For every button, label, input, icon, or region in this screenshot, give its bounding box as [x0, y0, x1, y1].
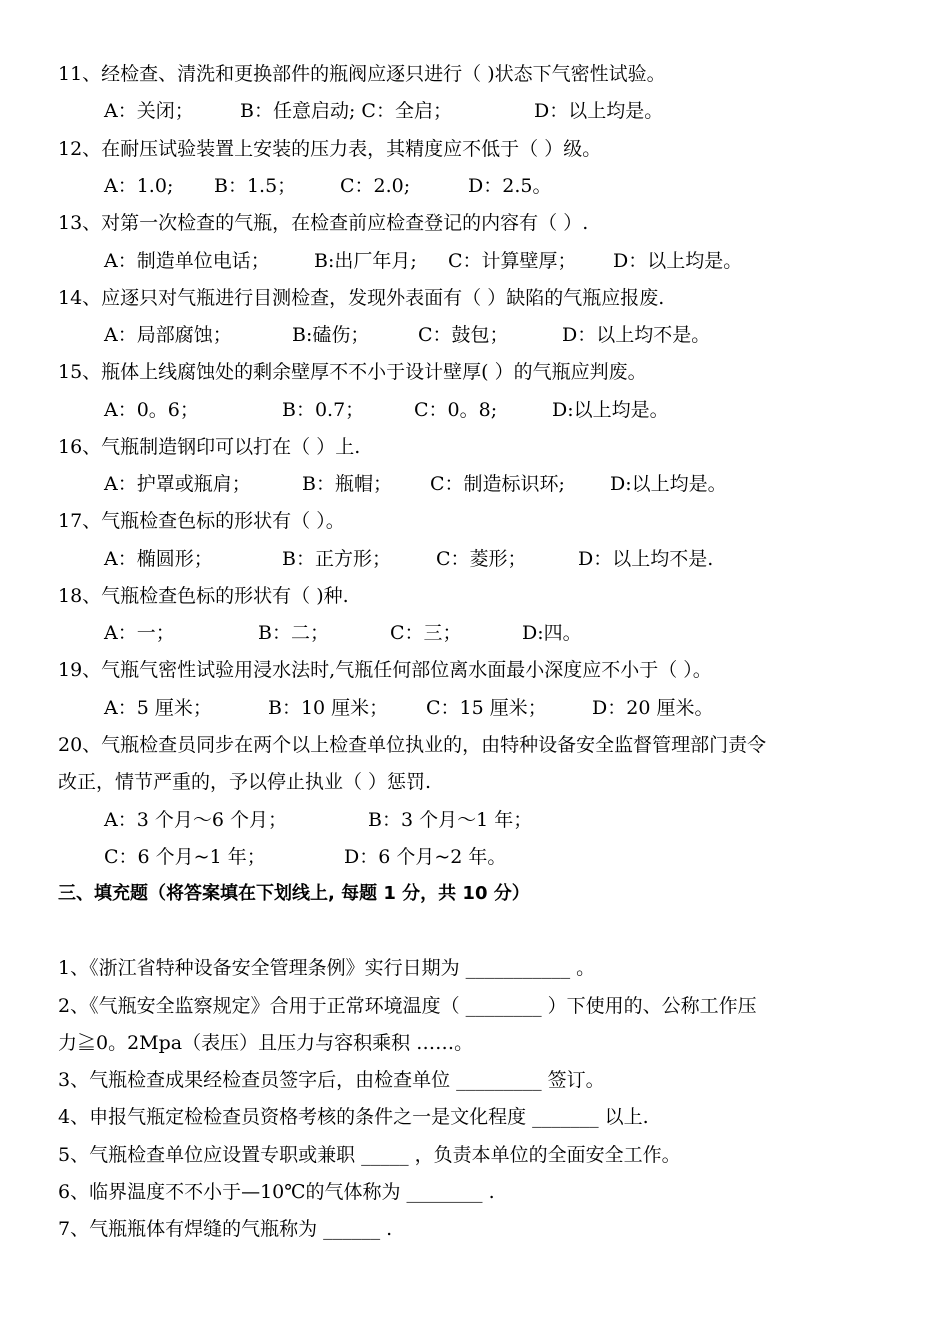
- option-a: A：关闭；: [104, 100, 194, 122]
- fill-question-7: 7、气瓶瓶体有焊缝的气瓶称为 ______ .: [58, 1218, 393, 1240]
- option-d: D：以上均是。: [613, 250, 743, 272]
- question-11: 11、经检查、清洗和更换部件的瓶阀应逐只进行（ )状态下气密性试验。: [58, 63, 666, 85]
- option-a: A：椭圆形；: [104, 548, 213, 570]
- fill-question-2-line-1: 2、《气瓶安全监察规定》合用于正常环境温度（ ________ ）下使用的、公称工作压: [58, 995, 757, 1017]
- option-c: C：菱形；: [436, 548, 527, 570]
- option-d: D：6 个月~2 年。: [344, 846, 507, 868]
- question-14: 14、应逐只对气瓶进行目测检查，发现外表面有（ ）缺陷的气瓶应报废.: [58, 287, 665, 309]
- question-20-line-1: 20、气瓶检查员同步在两个以上检查单位执业的，由特种设备安全监督管理部门责令: [58, 734, 767, 756]
- option-c: C：6 个月~1 年；: [104, 846, 266, 868]
- option-a: A：一；: [104, 622, 175, 644]
- option-c: C：2.0;: [340, 175, 411, 197]
- option-c: C：制造标识环;: [430, 473, 565, 495]
- option-d: D：20 厘米。: [592, 697, 714, 719]
- question-12: 12、在耐压试验装置上安装的压力表，其精度应不低于（ ）级。: [58, 138, 602, 160]
- option-c: C：0。8;: [414, 399, 498, 421]
- option-d: D:四。: [522, 622, 582, 644]
- option-a: A：1.0;: [104, 175, 174, 197]
- option-c: C：15 厘米；: [426, 697, 547, 719]
- option-b: B:出厂年月;: [314, 250, 417, 272]
- option-a: A：制造单位电话；: [104, 250, 270, 272]
- option-d: D：以上均不是.: [578, 548, 714, 570]
- fill-question-3: 3、气瓶检查成果经检查员签字后，由检查单位 _________ 签订。: [58, 1069, 605, 1091]
- question-20-line-2: 改正，情节严重的，予以停止执业（ ）惩罚.: [58, 771, 432, 793]
- option-b: B：二；: [258, 622, 329, 644]
- option-d: D:以上均是。: [610, 473, 727, 495]
- question-16: 16、气瓶制造钢印可以打在（ ）上.: [58, 436, 361, 458]
- fill-question-1: 1、《浙江省特种设备安全管理条例》实行日期为 ___________ 。: [58, 957, 596, 979]
- option-a: A：局部腐蚀；: [104, 324, 232, 346]
- option-a: A：0。6；: [104, 399, 199, 421]
- option-b: B：0.7；: [282, 399, 365, 421]
- fill-question-2-line-2: 力≧0。2Mpa（表压）且压力与容积乘积 ……。: [58, 1032, 474, 1054]
- option-b: B：10 厘米；: [268, 697, 389, 719]
- fill-question-6: 6、临界温度不不小于—10℃的气体称为 ________ .: [58, 1181, 495, 1203]
- option-d: D:以上均是。: [552, 399, 669, 421]
- option-d: D：以上均不是。: [562, 324, 711, 346]
- option-a: A：护罩或瓶肩；: [104, 473, 251, 495]
- option-b: B：任意启动; C：全启；: [240, 100, 452, 122]
- option-d: D：以上均是。: [534, 100, 664, 122]
- fill-question-5: 5、气瓶检查单位应设置专职或兼职 _____ ，负责本单位的全面安全工作。: [58, 1144, 681, 1166]
- fill-question-4: 4、申报气瓶定检检查员资格考核的条件之一是文化程度 _______ 以上.: [58, 1106, 649, 1128]
- option-c: C：计算壁厚；: [448, 250, 577, 272]
- option-a: A：3 个月～6 个月；: [104, 809, 287, 831]
- question-17: 17、气瓶检查色标的形状有（ ）。: [58, 510, 345, 532]
- question-19: 19、气瓶气密性试验用浸水法时,气瓶任何部位离水面最小深度应不小于（ ）。: [58, 659, 712, 681]
- option-b: B：正方形；: [282, 548, 391, 570]
- question-18: 18、气瓶检查色标的形状有（ )种.: [58, 585, 349, 607]
- option-b: B：瓶帽；: [302, 473, 392, 495]
- option-a: A：5 厘米；: [104, 697, 212, 719]
- option-b: B：3 个月～1 年；: [368, 809, 533, 831]
- section-title: 三、填充题（将答案填在下划线上, 每题 1 分，共 10 分）: [58, 883, 530, 904]
- option-d: D：2.5。: [468, 175, 552, 197]
- question-13: 13、对第一次检查的气瓶，在检查前应检查登记的内容有（ ）.: [58, 212, 589, 234]
- option-b: B:磕伤；: [292, 324, 370, 346]
- option-c: C：三；: [390, 622, 462, 644]
- question-15: 15、瓶体上线腐蚀处的剩余壁厚不不小于设计壁厚( ）的气瓶应判废。: [58, 361, 647, 383]
- option-c: C：鼓包；: [418, 324, 509, 346]
- option-b: B：1.5；: [214, 175, 297, 197]
